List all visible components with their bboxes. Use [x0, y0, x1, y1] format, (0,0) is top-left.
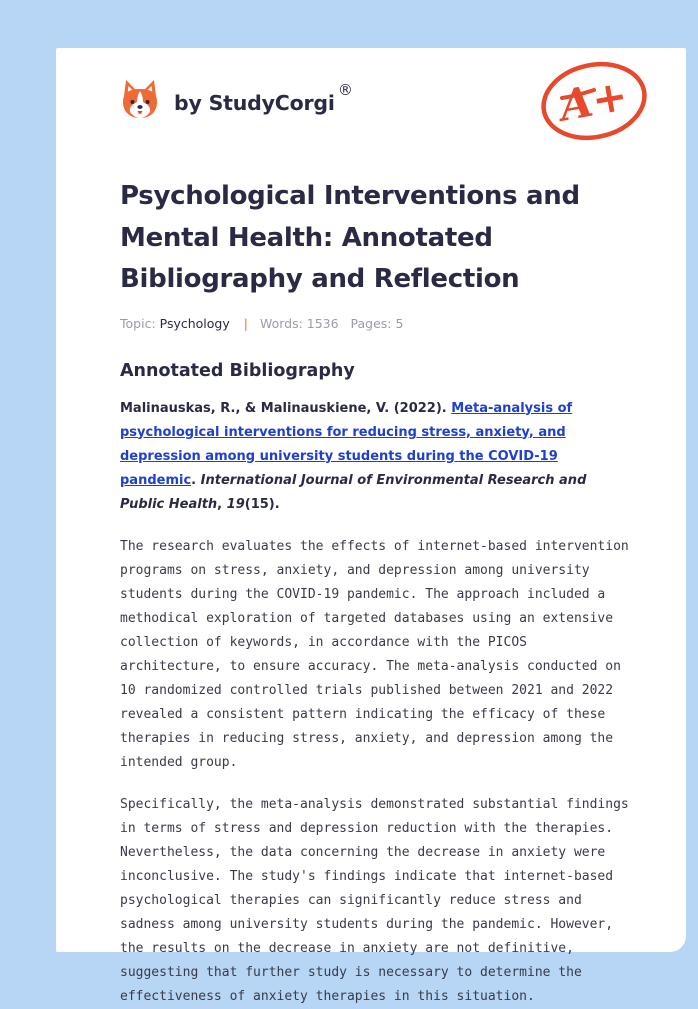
page-header	[56, 48, 686, 148]
document-meta	[120, 315, 630, 333]
citation-period: .	[191, 472, 197, 488]
citation-comma: ,	[217, 496, 223, 512]
citation-issue: (15).	[244, 496, 280, 512]
grade-badge	[536, 58, 652, 142]
corgi-icon	[120, 78, 160, 122]
meta-separator: |	[243, 315, 248, 331]
citation-authors: Malinauskas, R., & Malinauskiene, V. (2022).	[120, 400, 447, 416]
registered-mark: ®	[337, 81, 353, 99]
document-content	[120, 176, 630, 1009]
grade-text: A+	[555, 70, 632, 131]
page-count: Pages: 5	[350, 315, 404, 331]
citation	[120, 397, 630, 517]
brand-name	[174, 81, 353, 115]
word-count: Words: 1536	[259, 315, 339, 331]
section-heading: Annotated Bibliography	[120, 360, 355, 381]
brand-text: by StudyCorgi	[174, 91, 335, 115]
citation-volume: 19	[226, 496, 245, 512]
topic-label: Topic:	[120, 315, 156, 331]
studycorgi-logo[interactable]	[120, 76, 353, 124]
document-title: Psychological Interventions and Mental Health: Annotated Bibliography and Reflection	[120, 181, 580, 294]
paragraph: Specifically, the meta-analysis demonstrated substantial findings in terms of stress and depression reduction with the therapies. Nevertheless, the data concerning the decrease in anxiety were inconclusive. The study's findings indicate that internet-based psychological therapies can significantly reduce stress and sadness among university students during the pandemic. However, the results on the decrease in anxiety are not definitive, suggesting that further study is necessary to determine the effectiveness of anxiety therapies in this situation.	[120, 796, 629, 1004]
document-sheet	[56, 48, 686, 1004]
topic-link[interactable]: Psychology	[159, 315, 230, 331]
citation-link[interactable]: Meta-analysis of psychological interventions for reducing stress, anxiety, and depression among university students during the COVID-19 pandemic	[120, 400, 573, 488]
paragraph: The research evaluates the effects of internet-based intervention programs on stress, anxiety, and depression among university students during the COVID-19 pandemic. The approach included a methodical exploration of targeted databases using an extensive collection of keywords, in accordance with the PICOS architecture, to ensure accuracy. The meta-analysis conducted on 10 randomized controlled trials published between 2021 and 2022 revealed a consistent pattern indicating the efficacy of these therapies in reducing stress, anxiety, and depression among the intended group.	[120, 538, 629, 770]
citation-journal: International Journal of Environmental Research and Public Health	[120, 472, 587, 512]
